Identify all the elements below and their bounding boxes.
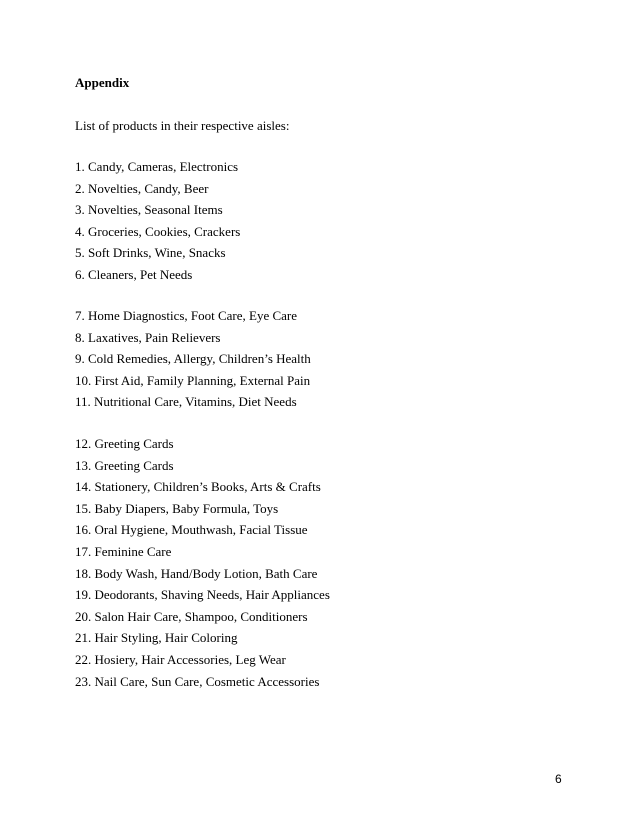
- appendix-heading: Appendix: [75, 75, 130, 90]
- aisle-item: 21. Hair Styling, Hair Coloring: [75, 630, 238, 646]
- intro-text: List of products in their respective aisles:: [75, 118, 290, 133]
- aisle-item: 11. Nutritional Care, Vitamins, Diet Needs: [75, 394, 297, 410]
- aisle-list-group-3: [75, 436, 330, 695]
- aisle-item: 12. Greeting Cards: [75, 436, 174, 451]
- aisle-item: 7. Home Diagnostics, Foot Care, Eye Care: [75, 308, 298, 323]
- aisle-list-group-1: [75, 159, 240, 289]
- aisle-item: 8. Laxatives, Pain Relievers: [75, 329, 221, 345]
- aisle-item: 20. Salon Hair Care, Shampoo, Conditioners: [75, 608, 308, 624]
- aisle-list-group-2: [75, 308, 311, 416]
- aisle-item: 17. Feminine Care: [75, 543, 172, 559]
- aisle-item: 16. Oral Hygiene, Mouthwash, Facial Tissue: [75, 522, 308, 538]
- aisle-item: 22. Hosiery, Hair Accessories, Leg Wear: [75, 651, 286, 667]
- aisle-item: 23. Nail Care, Sun Care, Cosmetic Accessories: [75, 673, 320, 689]
- aisle-item: 10. First Aid, Family Planning, External Pain: [75, 372, 311, 388]
- aisle-item: 15. Baby Diapers, Baby Formula, Toys: [75, 500, 279, 516]
- aisle-item: 1. Candy, Cameras, Electronics: [75, 159, 239, 174]
- aisle-item: 5. Soft Drinks, Wine, Snacks: [75, 245, 226, 261]
- aisle-item: 14. Stationery, Children’s Books, Arts & Crafts: [75, 479, 321, 495]
- aisle-item: 4. Groceries, Cookies, Crackers: [75, 223, 241, 239]
- aisle-item: 19. Deodorants, Shaving Needs, Hair Appliances: [75, 587, 330, 603]
- aisle-item: 3. Novelties, Seasonal Items: [75, 202, 223, 218]
- aisle-item: 6. Cleaners, Pet Needs: [75, 266, 193, 282]
- aisle-item: 18. Body Wash, Hand/Body Lotion, Bath Care: [75, 565, 318, 581]
- aisle-item: 9. Cold Remedies, Allergy, Children’s Health: [75, 351, 311, 367]
- aisle-item: 2. Novelties, Candy, Beer: [75, 180, 209, 196]
- page-number: 6: [555, 772, 562, 786]
- aisle-item: 13. Greeting Cards: [75, 457, 174, 473]
